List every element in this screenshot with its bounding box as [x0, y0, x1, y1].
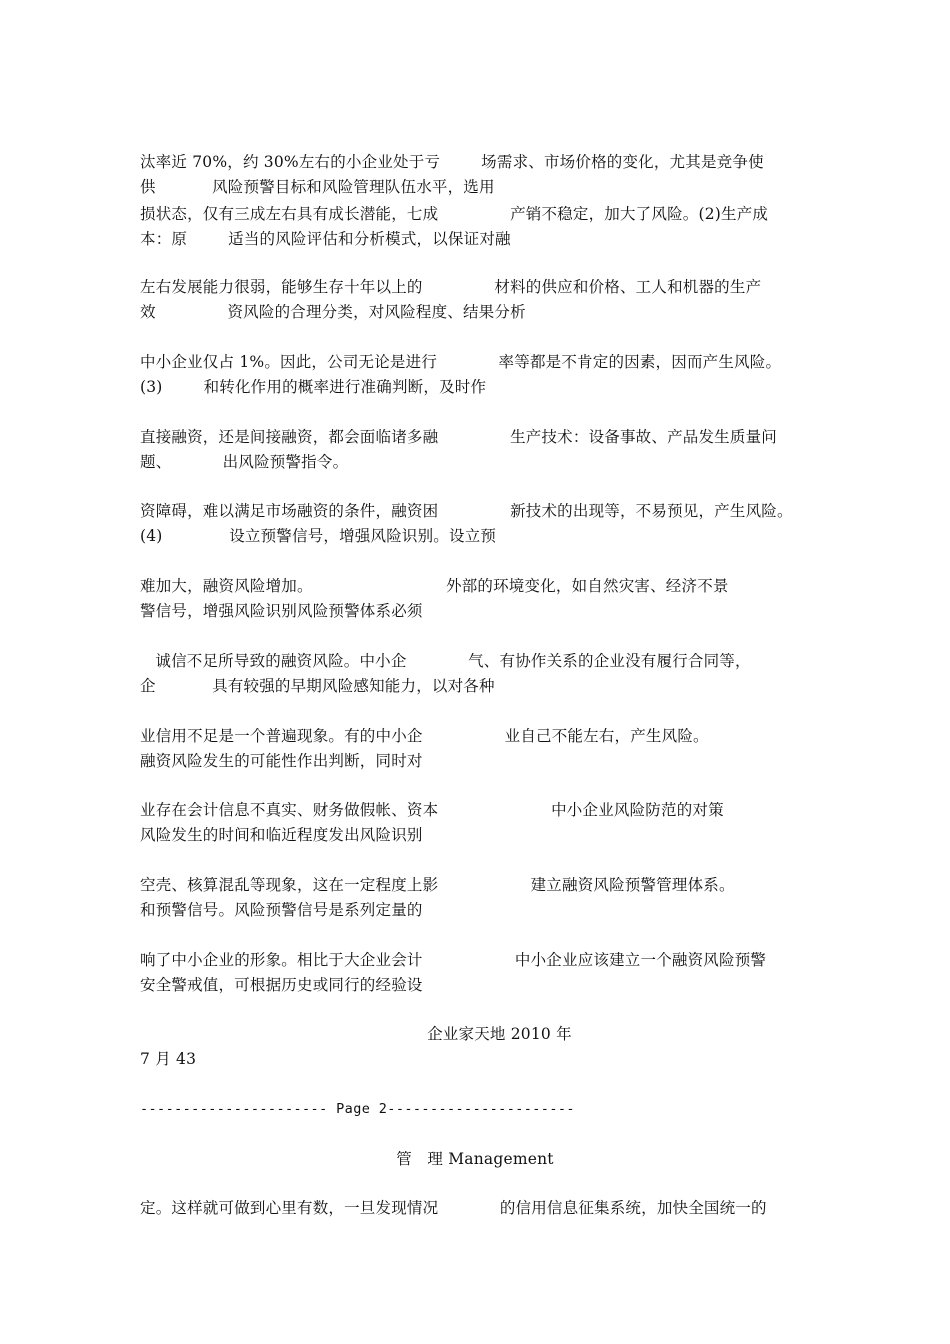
text-line: 诚信不足所导致的融资风险。中小企 气、有协作关系的企业没有履行合同等，	[140, 652, 751, 670]
text-line: 左右发展能力很弱，能够生存十年以上的 材料的供应和价格、工人和机器的生产	[140, 278, 762, 296]
section-heading: 管 理 Management	[396, 1150, 554, 1168]
text-line: 企 具有较强的早期风险感知能力，以对各种	[140, 677, 495, 695]
text-line: 响了中小企业的形象。相比于大企业会计 中小企业应该建立一个融资风险预警	[140, 951, 767, 969]
text-line: 损状态，仅有三成左右具有成长潜能，七成 产销不稳定，加大了风险。(2)生产成	[140, 205, 769, 223]
issue-footer: 7 月 43	[140, 1050, 197, 1068]
text-line: 和预警信号。风险预警信号是系列定量的	[140, 901, 423, 919]
text-line: 业存在会计信息不真实、财务做假帐、资本 中小企业风险防范的对策	[140, 801, 724, 819]
text-line: (3) 和转化作用的概率进行准确判断，及时作	[140, 378, 487, 396]
text-line: 中小企业仅占 1%。因此，公司无论是进行 率等都是不肯定的因素，因而产生风险。	[140, 353, 782, 371]
text-line: 本：原 适当的风险评估和分析模式，以保证对融	[140, 230, 511, 248]
text-line: 融资风险发生的可能性作出判断，同时对	[140, 752, 423, 770]
page-separator: ---------------------- Page 2----------------------	[140, 1101, 575, 1117]
text-line: 供 风险预警目标和风险管理队伍水平，选用	[140, 178, 495, 196]
text-line: 安全警戒值，可根据历史或同行的经验设	[140, 976, 423, 994]
text-line: 效 资风险的合理分类，对风险程度、结果分析	[140, 303, 526, 321]
text-line: 风险发生的时间和临近程度发出风险识别	[140, 826, 423, 844]
text-line: 业信用不足是一个普遍现象。有的中小企 业自己不能左右，产生风险。	[140, 727, 709, 745]
text-line: (4) 设立预警信号，增强风险识别。设立预	[140, 527, 497, 545]
text-line: 直接融资，还是间接融资，都会面临诸多融 生产技术：设备事故、产品发生质量问	[140, 428, 777, 446]
text-line: 警信号，增强风险识别风险预警体系必须	[140, 602, 423, 620]
text-line: 空壳、核算混乱等现象，这在一定程度上影 建立融资风险预警管理体系。	[140, 876, 735, 894]
text-line: 定。这样就可做到心里有数，一旦发现情况 的信用信息征集系统，加快全国统一的	[140, 1199, 767, 1217]
text-line: 资障碍，难以满足市场融资的条件，融资困 新技术的出现等，不易预见，产生风险。	[140, 502, 793, 520]
text-line: 题、 出风险预警指令。	[140, 453, 349, 471]
text-line: 难加大，融资风险增加。 外部的环境变化，如自然灾害、经济不景	[140, 577, 729, 595]
text-line: 汰率近 70%，约 30%左右的小企业处于亏 场需求、市场价格的变化，尤其是竞争使	[140, 153, 764, 171]
journal-footer: 企业家天地 2010 年	[140, 1025, 572, 1043]
